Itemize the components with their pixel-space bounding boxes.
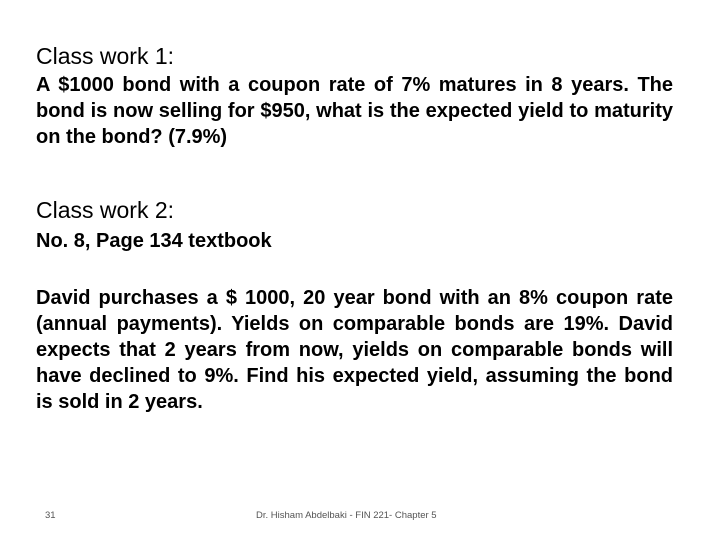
class-work-2-reference: No. 8, Page 134 textbook xyxy=(36,230,272,252)
class-work-1-problem: A $1000 bond with a coupon rate of 7% matures in 8 years. The bond is now selling for $950, what is the expected yield to maturity on the bond? (7.9%) xyxy=(36,74,673,148)
page-number: 31 xyxy=(45,510,56,521)
class-work-1-heading: Class work 1: xyxy=(36,43,175,69)
class-work-2-heading: Class work 2: xyxy=(36,197,175,223)
class-work-2-problem: David purchases a $ 1000, 20 year bond with an 8% coupon rate (annual payments). Yields on comparable bonds are 19%. David expects that 2 years from now, yields on comparable bonds will have declined to 9%. Find his expected yield, assuming the bond is sold in 2 years. xyxy=(36,287,673,413)
footer-credit: Dr. Hisham Abdelbaki - FIN 221- Chapter 5 xyxy=(256,510,437,521)
